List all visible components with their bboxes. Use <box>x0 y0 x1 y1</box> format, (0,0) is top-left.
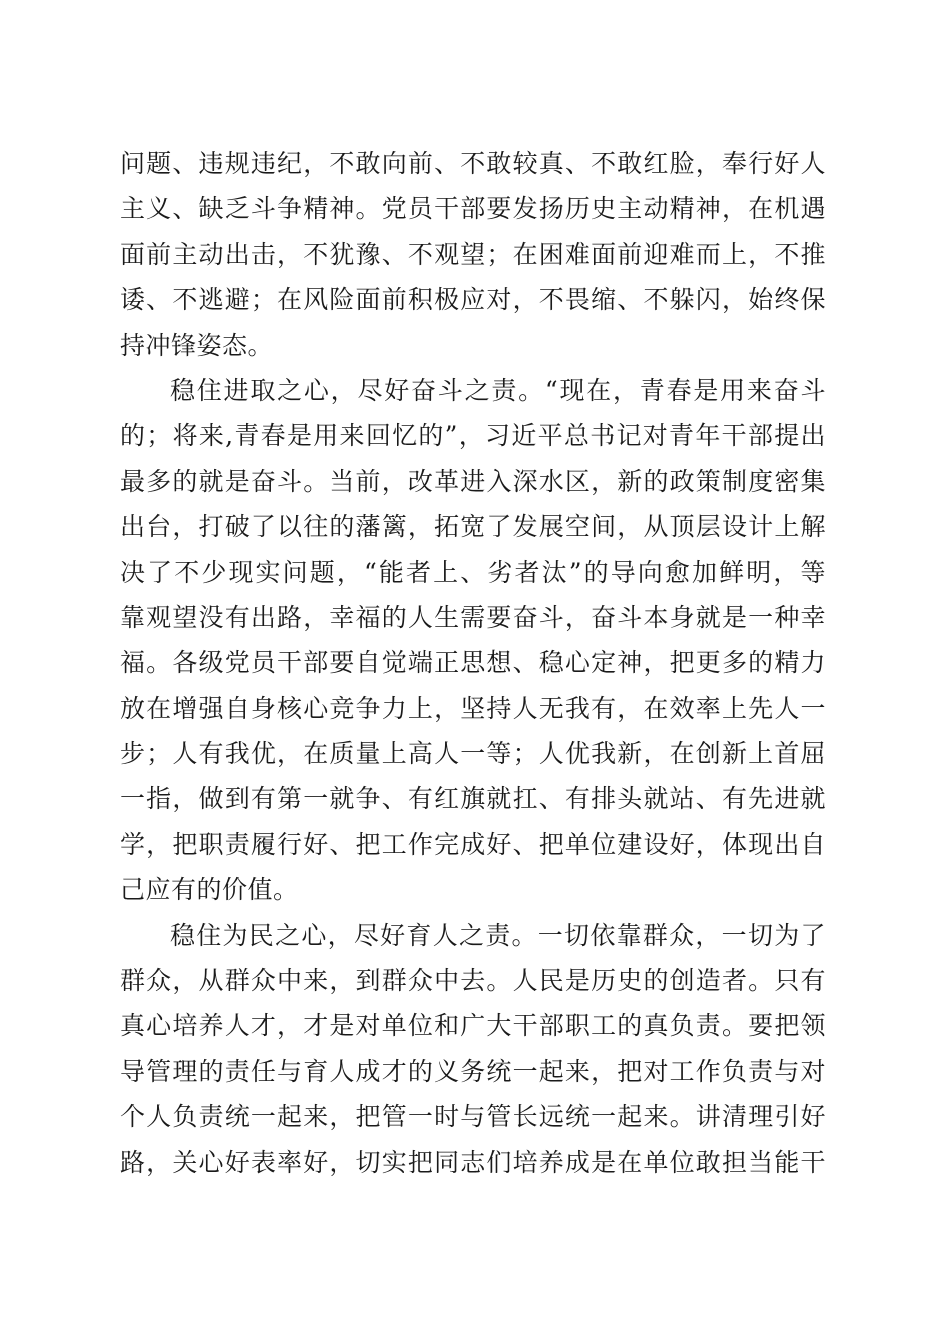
paragraph-3-line-1: 稳住为民之心，尽好育人之责。一切依靠群众，一切为了 <box>170 920 826 950</box>
paragraph-1-line-2: 主义、缺乏斗争精神。党员干部要发扬历史主动精神，在机遇 <box>120 194 826 224</box>
paragraph-2-line-10: 一指，做到有第一就争、有红旗就扛、有排头就站、有先进就 <box>120 784 826 814</box>
paragraph-1-line-4: 诿、不逃避；在风险面前积极应对，不畏缩、不躲闪，始终保 <box>120 285 826 315</box>
paragraph-3-line-5: 个人负责统一起来，把管一时与管长远统一起来。讲清理引好 <box>120 1102 826 1132</box>
paragraph-2-line-6: 靠观望没有出路，幸福的人生需要奋斗，奋斗本身就是一种幸 <box>120 602 826 632</box>
paragraph-2-line-8: 放在增强自身核心竞争力上，坚持人无我有，在效率上先人一 <box>120 693 826 723</box>
paragraph-2-line-5: 决了不少现实问题，“能者上、劣者汰”的导向愈加鲜明，等 <box>120 557 826 587</box>
paragraph-2-line-11: 学，把职责履行好、把工作完成好、把单位建设好，体现出自 <box>120 829 826 859</box>
paragraph-1-line-1: 问题、违规违纪，不敢向前、不敢较真、不敢红脸，奉行好人 <box>120 149 826 178</box>
paragraph-2-line-7: 福。各级党员干部要自觉端正思想、稳心定神，把更多的精力 <box>120 648 826 678</box>
paragraph-2-line-2: 的；将来,青春是用来回忆的”，习近平总书记对青年干部提出 <box>120 421 826 451</box>
paragraph-3-line-6: 路，关心好表率好，切实把同志们培养成是在单位敢担当能干 <box>120 1147 826 1177</box>
paragraph-2-line-1: 稳住进取之心，尽好奋斗之责。“现在，青春是用来奋斗 <box>170 375 826 405</box>
paragraph-3-line-3: 真心培养人才，才是对单位和广大干部职工的真负责。要把领 <box>120 1011 826 1041</box>
paragraph-1-line-5: 持冲锋姿态。 <box>120 330 274 360</box>
paragraph-2-line-4: 出台，打破了以往的藩篱，拓宽了发展空间，从顶层设计上解 <box>120 512 826 542</box>
paragraph-3-line-4: 导管理的责任与育人成才的义务统一起来，把对工作负责与对 <box>120 1056 826 1086</box>
paragraph-1-line-3: 面前主动出击，不犹豫、不观望；在困难面前迎难而上，不推 <box>120 239 826 269</box>
paragraph-2-line-9: 步；人有我优，在质量上高人一等；人优我新，在创新上首屈 <box>120 739 826 769</box>
paragraph-2-line-3: 最多的就是奋斗。当前，改革进入深水区，新的政策制度密集 <box>120 466 826 496</box>
paragraph-3-line-2: 群众，从群众中来，到群众中去。人民是历史的创造者。只有 <box>120 966 826 996</box>
document-body <box>120 141 826 1185</box>
paragraph-2-line-12: 己应有的价值。 <box>120 875 299 905</box>
